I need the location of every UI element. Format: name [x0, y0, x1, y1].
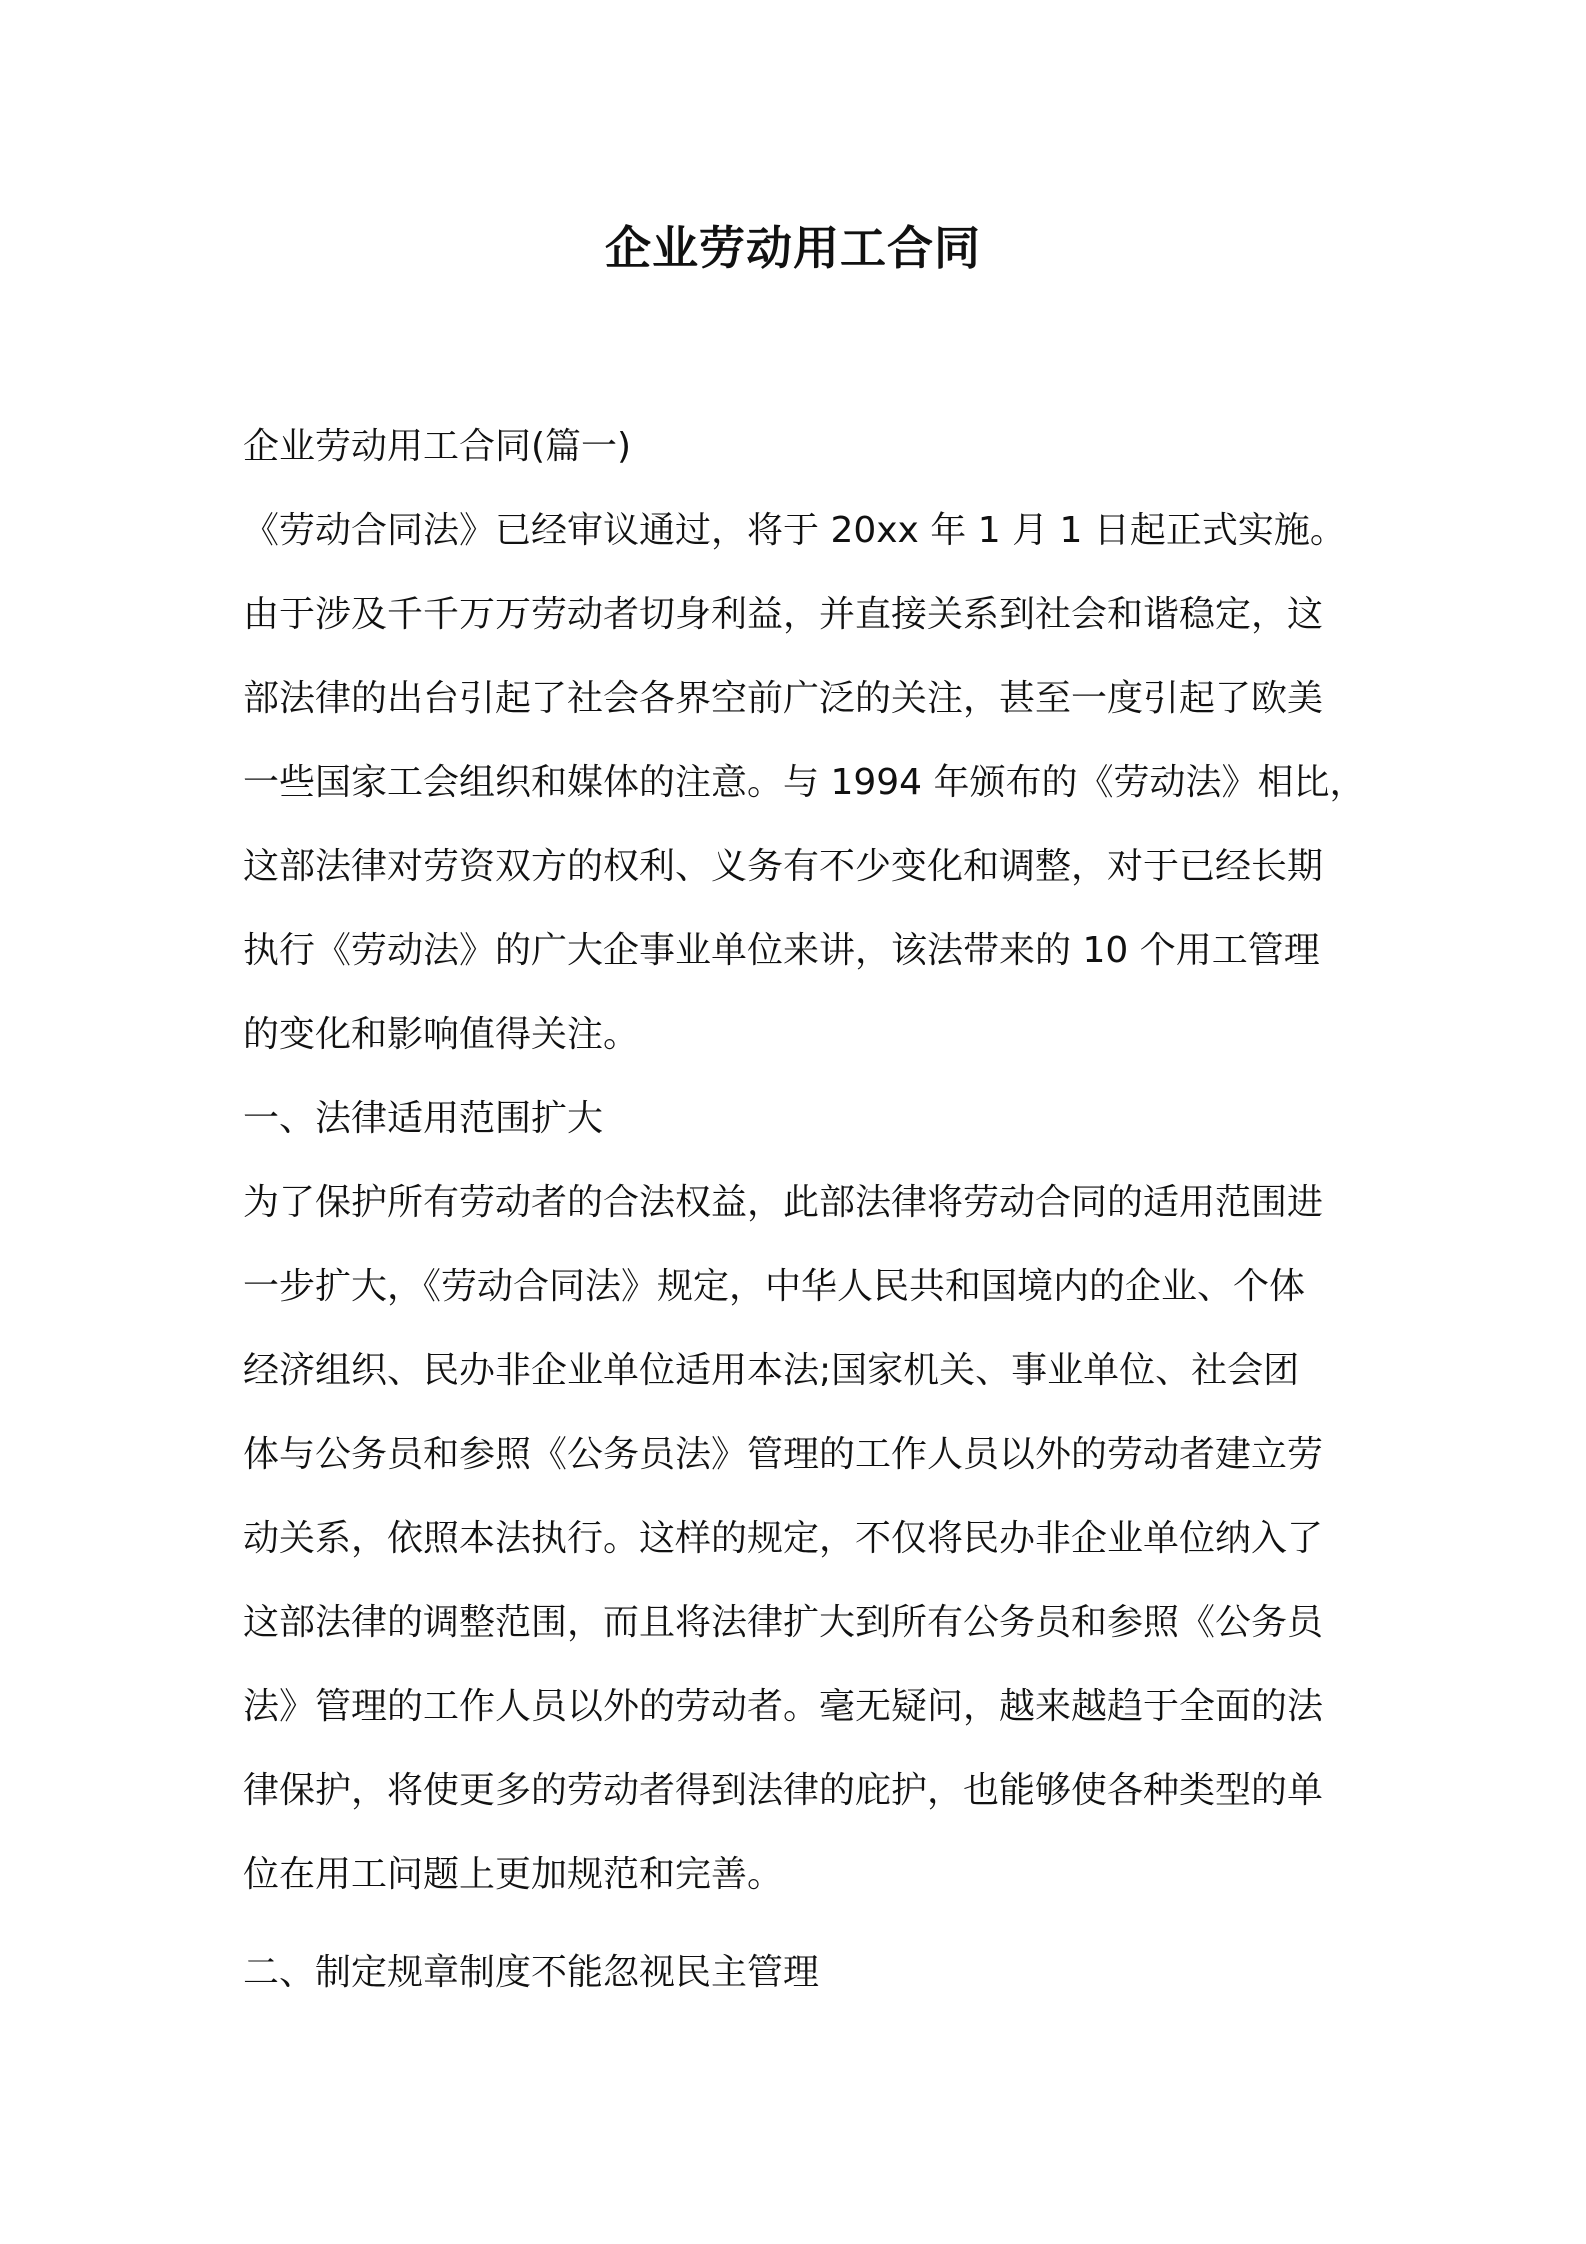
document-subtitle: 企业劳动用工合同(篇一) — [243, 426, 632, 467]
section1-line: 法》管理的工作人员以外的劳动者。毫无疑问，越来越趋于全面的法 — [243, 1686, 1324, 1727]
section1-line: 动关系，依照本法执行。这样的规定，不仅将民办非企业单位纳入了 — [243, 1518, 1324, 1559]
intro-line: 《劳动合同法》已经审议通过，将于 20xx 年 1 月 1 日起正式实施。 — [243, 510, 1346, 551]
intro-line: 一些国家工会组织和媒体的注意。与 1994 年颁布的《劳动法》相比， — [243, 762, 1366, 803]
section-heading: 一、法律适用范围扩大 — [243, 1098, 604, 1139]
document-title: 企业劳动用工合同 — [605, 221, 981, 275]
section1-line: 这部法律的调整范围，而且将法律扩大到所有公务员和参照《公务员 — [243, 1602, 1324, 1643]
section1-line: 律保护，将使更多的劳动者得到法律的庇护，也能够使各种类型的单 — [243, 1770, 1324, 1811]
section1-line: 经济组织、民办非企业单位适用本法;国家机关、事业单位、社会团 — [243, 1350, 1300, 1391]
paragraph-gap — [243, 1917, 1355, 1931]
section1-line: 一步扩大，《劳动合同法》规定，中华人民共和国境内的企业、个体 — [243, 1266, 1306, 1307]
intro-line: 部法律的出台引起了社会各界空前广泛的关注，甚至一度引起了欧美 — [243, 678, 1324, 719]
intro-line: 的变化和影响值得关注。 — [243, 1014, 640, 1055]
section1-line: 位在用工问题上更加规范和完善。 — [243, 1854, 784, 1895]
intro-line: 这部法律对劳资双方的权利、义务有不少变化和调整，对于已经长期 — [243, 846, 1324, 887]
document-body — [243, 405, 1366, 2015]
section-heading: 二、制定规章制度不能忽视民主管理 — [243, 1952, 820, 1993]
section1-line: 体与公务员和参照《公务员法》管理的工作人员以外的劳动者建立劳 — [243, 1434, 1324, 1475]
section1-line: 为了保护所有劳动者的合法权益，此部法律将劳动合同的适用范围进 — [243, 1182, 1324, 1223]
intro-line: 执行《劳动法》的广大企事业单位来讲，该法带来的 10 个用工管理 — [243, 930, 1320, 971]
intro-line: 由于涉及千千万万劳动者切身利益，并直接关系到社会和谐稳定，这 — [243, 594, 1324, 635]
